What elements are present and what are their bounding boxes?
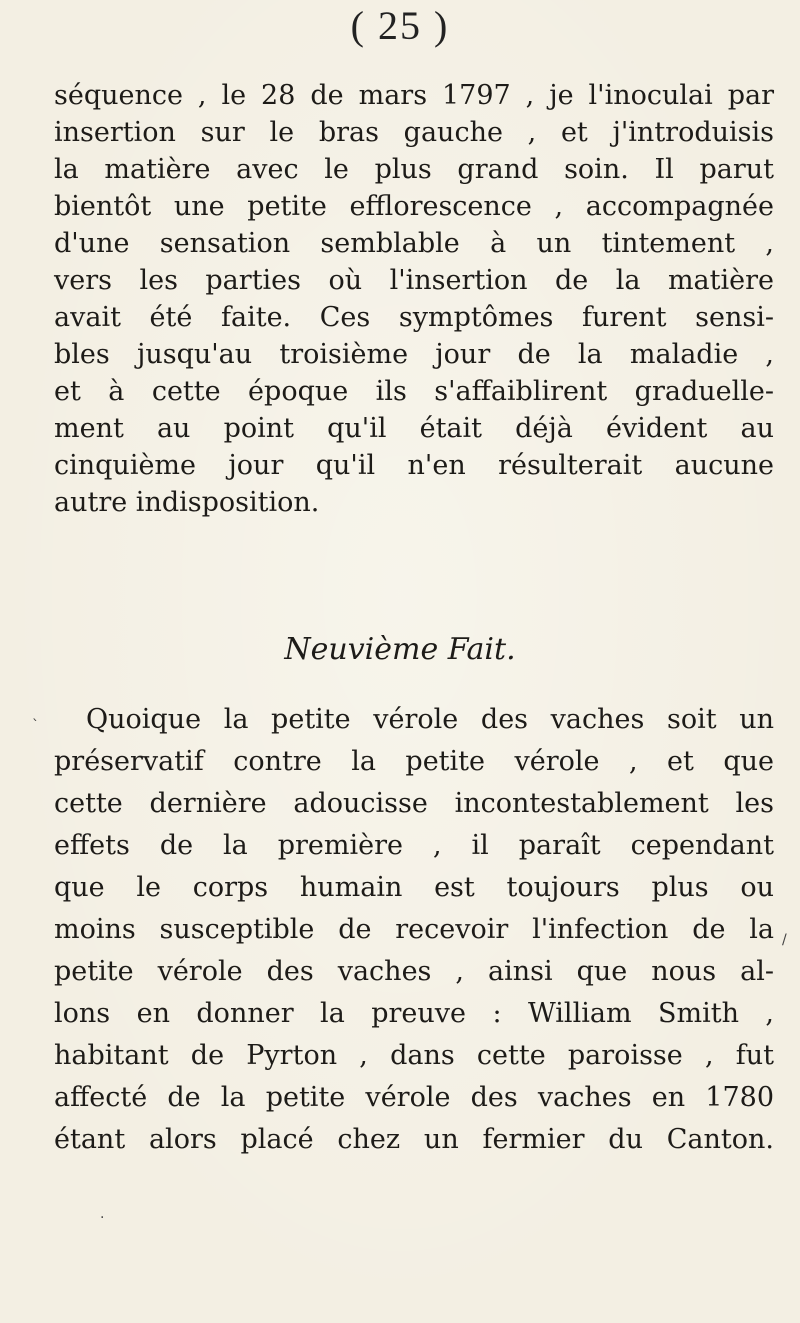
ink-speck: · xyxy=(100,1210,105,1226)
text-line: petite vérole des vaches , ainsi que nous al- xyxy=(54,956,774,987)
text-line: d'une sensation semblable à un tintement , xyxy=(54,228,774,259)
text-line: préservatif contre la petite vérole , et que xyxy=(54,746,774,777)
text-line: séquence , le 28 de mars 1797 , je l'inoculai par xyxy=(54,80,774,111)
ink-speck: ` xyxy=(32,718,39,734)
section-heading: Neuvième Fait. xyxy=(284,632,516,667)
text-line: lons en donner la preuve : William Smith , xyxy=(54,998,774,1029)
text-line: cinquième jour qu'il n'en résulterait aucune xyxy=(54,450,774,481)
text-line: bles jusqu'au troisième jour de la maladie , xyxy=(54,339,774,370)
text-line: étant alors placé chez un fermier du Canton. xyxy=(54,1124,774,1155)
text-line: cette dernière adoucisse incontestablement les xyxy=(54,788,774,819)
ink-speck: / xyxy=(782,932,787,948)
text-line: habitant de Pyrton , dans cette paroisse , fut xyxy=(54,1040,774,1071)
text-line: autre indisposition. xyxy=(54,487,320,518)
page-number: ( 25 ) xyxy=(350,3,450,48)
text-line: avait été faite. Ces symptômes furent sensi- xyxy=(54,302,774,333)
text-line: vers les parties où l'insertion de la matière xyxy=(54,265,774,296)
text-line: insertion sur le bras gauche , et j'introduisis xyxy=(54,117,774,148)
text-line: ment au point qu'il était déjà évident au xyxy=(54,413,774,444)
text-line: que le corps humain est toujours plus ou xyxy=(54,872,774,903)
text-line: et à cette époque ils s'affaiblirent graduelle- xyxy=(54,376,774,407)
text-line: bientôt une petite efflorescence , accompagnée xyxy=(54,191,774,222)
text-line: Quoique la petite vérole des vaches soit un xyxy=(86,704,774,735)
text-line: moins susceptible de recevoir l'infection de la xyxy=(54,914,774,945)
text-line: affecté de la petite vérole des vaches en 1780 xyxy=(54,1082,774,1113)
text-line: la matière avec le plus grand soin. Il parut xyxy=(54,154,774,185)
text-line: effets de la première , il paraît cependant xyxy=(54,830,774,861)
